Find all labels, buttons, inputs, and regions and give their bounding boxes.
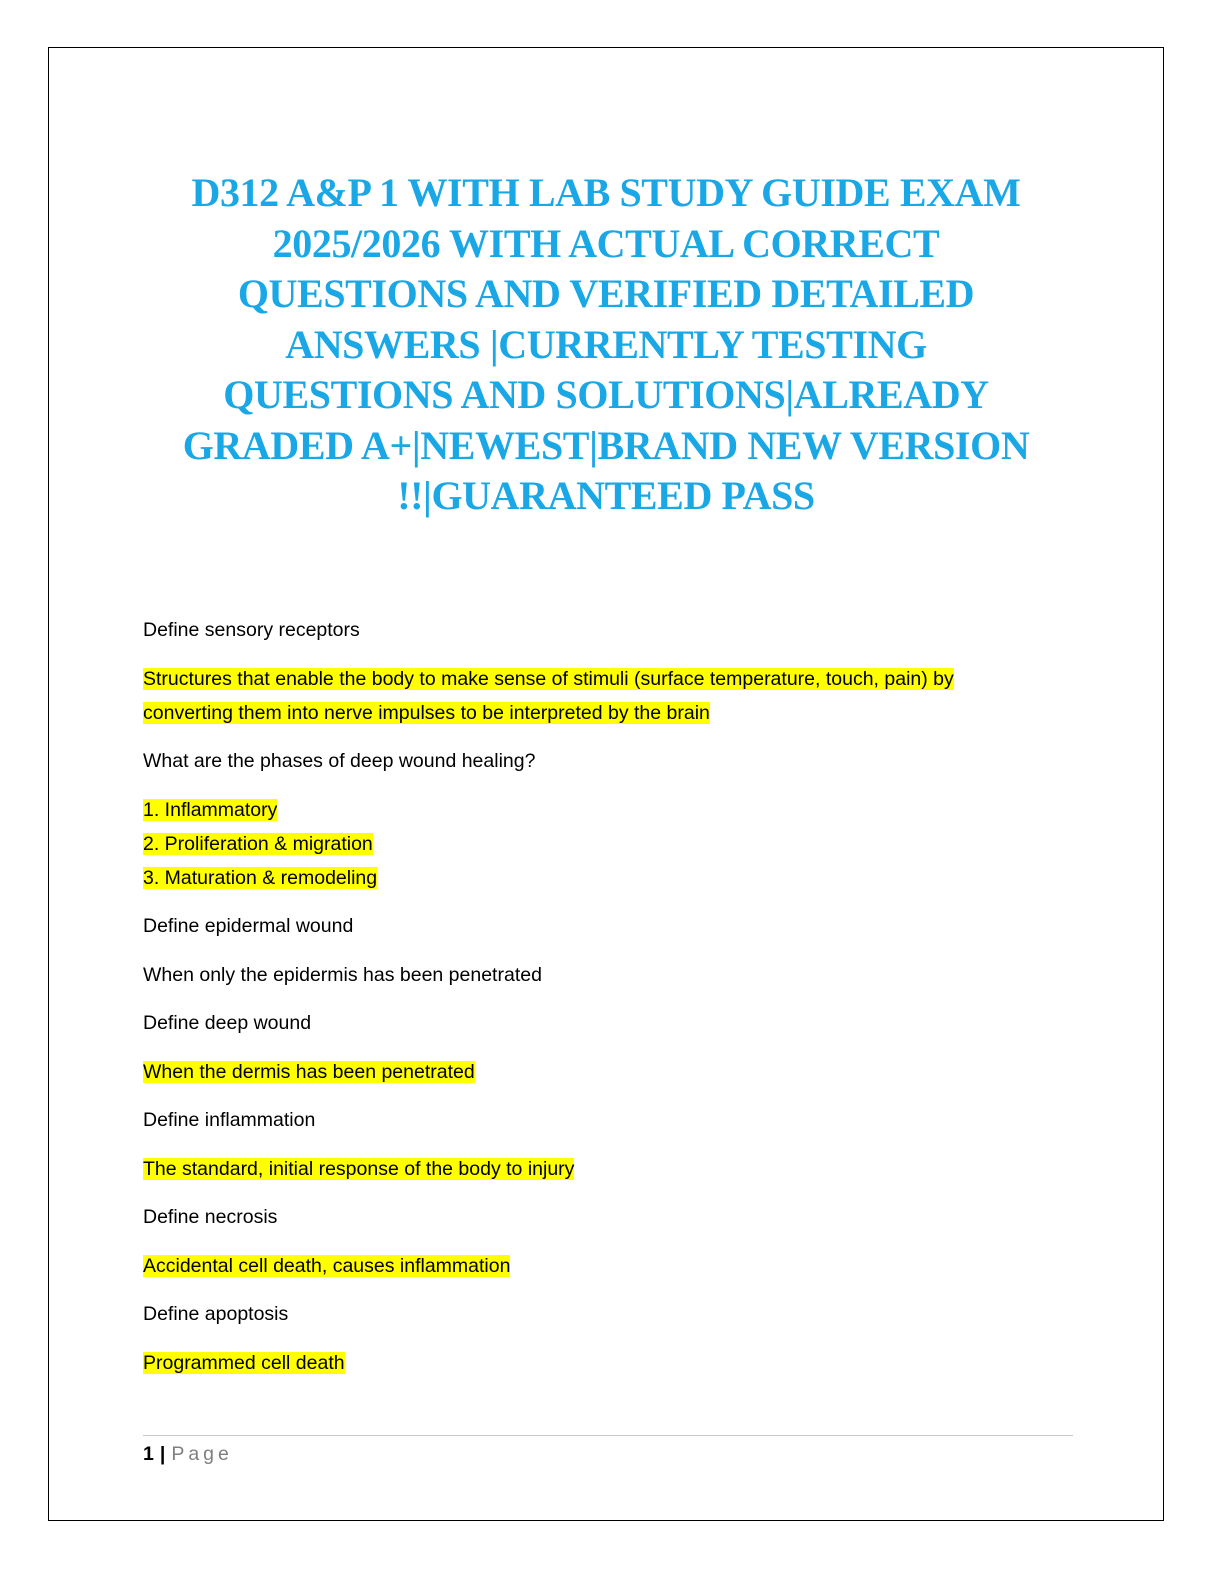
- title-line: QUESTIONS AND SOLUTIONS|ALREADY: [223, 372, 989, 417]
- title-line: ANSWERS |CURRENTLY TESTING: [285, 321, 927, 367]
- title-line: GRADED A+|NEWEST|BRAND NEW VERSION: [182, 422, 1030, 468]
- question: Define epidermal wound: [143, 915, 354, 937]
- question: Define inflammation: [143, 1109, 316, 1131]
- answer-line: 3. Maturation & remodeling: [143, 866, 378, 889]
- footer-divider: [143, 1435, 1073, 1436]
- qa-list: [143, 613, 1083, 1394]
- answer-line: When the dermis has been penetrated: [143, 1060, 475, 1083]
- question: Define sensory receptors: [143, 619, 360, 641]
- answer: [143, 662, 1083, 730]
- page-label: Page: [171, 1443, 233, 1465]
- answer-line: Structures that enable the body to make sense of stimuli (surface temperature, touch, pain) by: [143, 667, 954, 690]
- question: Define deep wound: [143, 1012, 312, 1034]
- title-line: D312 A&P 1 WITH LAB STUDY GUIDE EXAM: [191, 170, 1021, 215]
- question: What are the phases of deep wound healing?: [143, 750, 536, 772]
- title-line: QUESTIONS AND VERIFIED DETAILED: [237, 271, 975, 316]
- answer: [143, 1055, 1083, 1089]
- answer-line: 1. Inflammatory: [143, 798, 278, 821]
- answer: [143, 1346, 1083, 1380]
- answer-line: Programmed cell death: [143, 1351, 345, 1374]
- answer-line: converting them into nerve impulses to be interpreted by the brain: [143, 701, 710, 724]
- page-number: 1: [143, 1443, 154, 1465]
- answer: [143, 793, 1083, 895]
- answer: [143, 958, 1083, 992]
- title-line: 2025/2026 WITH ACTUAL CORRECT: [272, 220, 940, 266]
- answer-line: When only the epidermis has been penetrated: [143, 963, 542, 986]
- answer-line: Accidental cell death, causes inflammation: [143, 1254, 511, 1277]
- document-title: [140, 168, 1072, 522]
- title-line: !!|GUARANTEED PASS: [397, 473, 815, 518]
- footer-separator: |: [159, 1443, 166, 1465]
- question: Define apoptosis: [143, 1303, 289, 1325]
- answer: [143, 1152, 1083, 1186]
- answer-line: The standard, initial response of the body to injury: [143, 1157, 575, 1180]
- answer-line: 2. Proliferation & migration: [143, 832, 373, 855]
- question: Define necrosis: [143, 1206, 278, 1228]
- page-footer: [143, 1441, 233, 1467]
- answer: [143, 1249, 1083, 1283]
